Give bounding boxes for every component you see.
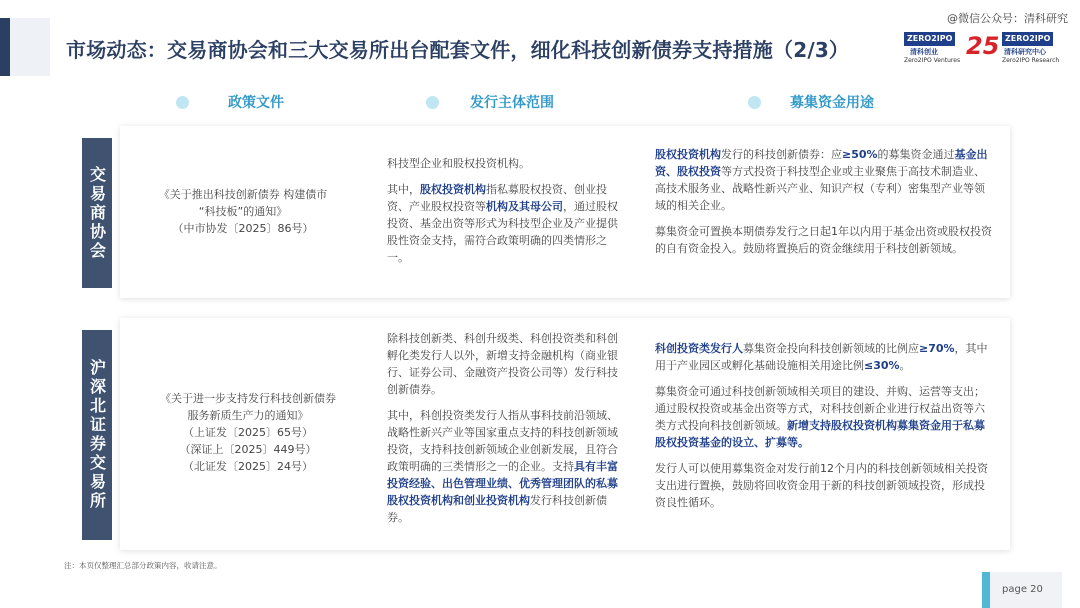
footer-note: 注：本页仅整理汇总部分政策内容，收请注意。 — [64, 561, 222, 570]
paragraph: 其中，股权投资机构指私募股权投资、创业投资、产业股权投资等机构及其母公司，通过股权投资、基金出资等形式为科技型企业及产业提供股性资金支持，需符合政策明确的四类情形之一。 — [387, 183, 618, 264]
column-dot-icon — [426, 96, 439, 109]
paragraph: 科技型企业和股权投资机构。 — [387, 157, 530, 170]
logo-group: ZERO2IPO 清科创业 Zero2IPO Ventures 25 ZERO2IPO 清科研究中心 Zero2IPO Research — [904, 32, 1060, 64]
column-header-use: 募集资金用途 — [790, 95, 874, 111]
paragraph: 其中，科创投资类发行人指从事科技前沿领域、战略性新兴产业等国家重点支持的科技创新领域投资，支持科技创新领域企业创新发展，且符合政策明确的三类情形之一的企业。支持具有丰富投资经验、出色管理业绩、优秀管理团队的私募股权投资机构和创业投资机构发行科技创新债券。 — [387, 409, 618, 524]
fund-use-nafmii — [655, 146, 995, 266]
paragraph: 股权投资机构发行的科技创新债券：应≥50%的募集资金通过基金出资、股权投资等方式投资于科技型企业或主业聚焦于高技术制造业、高技术服务业、战略性新兴产业、知识产权（专利）密集型产业等领域的相关企业。 — [655, 148, 988, 212]
column-dot-icon — [748, 96, 761, 109]
anniversary-25-logo: 25 — [966, 32, 1000, 60]
column-header-issuer: 发行主体范围 — [470, 95, 554, 111]
issuer-scope-nafmii — [387, 155, 627, 275]
page-number: page 20 — [1002, 584, 1043, 595]
page-title: 市场动态：交易商协会和三大交易所出台配套文件，细化科技创新债券支持措施（2/3） — [66, 38, 850, 62]
section-label-exchanges: 沪深北证券交易所 — [82, 330, 112, 540]
paragraph: 除科技创新类、科创升级类、科创投资类和科创孵化类发行人以外，新增支持金融机构（商业银行、证券公司、金融资产投资公司等）发行科技创新债券。 — [387, 332, 618, 396]
paragraph: 科创投资类发行人募集资金投向科技创新领域的比例应≥70%，其中用于产业园区或孵化基础设施相关用途比例≤30%。 — [655, 342, 988, 372]
page-number-accent — [982, 572, 990, 608]
paragraph: 募集资金可通过科技创新领域相关项目的建设、并购、运营等支出；通过股权投资或基金出资等方式，对科技创新企业进行权益出资等六类方式投向科技创新领域。新增支持股权投资机构募集资金用于私募股权投资基金的设立、扩募等。 — [655, 385, 985, 449]
column-header-policy: 政策文件 — [228, 95, 284, 111]
paragraph: 募集资金可置换本期债券发行之日起1年以内用于基金出资或股权投资的自有资金投入。鼓励将置换后的资金继续用于科技创新领域。 — [655, 225, 992, 255]
column-dot-icon — [176, 96, 189, 109]
title-accent-bar — [0, 18, 10, 76]
fund-use-exchanges — [655, 340, 995, 520]
paragraph: 发行人可以使用募集资金对发行前12个月内的科技创新领域相关投资支出进行置换，鼓励将回收资金用于新的科技创新领域投资，形成投资良性循环。 — [655, 462, 988, 509]
policy-doc-exchanges: 《关于进一步支持发行科技创新债券 服务新质生产力的通知》 （上证发〔2025〕65号） （深证上〔2025〕449号） （北证发〔2025〕24号） — [160, 392, 336, 473]
issuer-scope-exchanges — [387, 330, 627, 535]
policy-doc-nafmii: 《关于推出科技创新债券 构建债市 “科技板”的通知》 （中市协发〔2025〕86号） — [158, 188, 328, 235]
watermark: @微信公众号：清科研究 — [947, 12, 1068, 25]
section-label-nafmii: 交易商协会 — [82, 138, 112, 288]
